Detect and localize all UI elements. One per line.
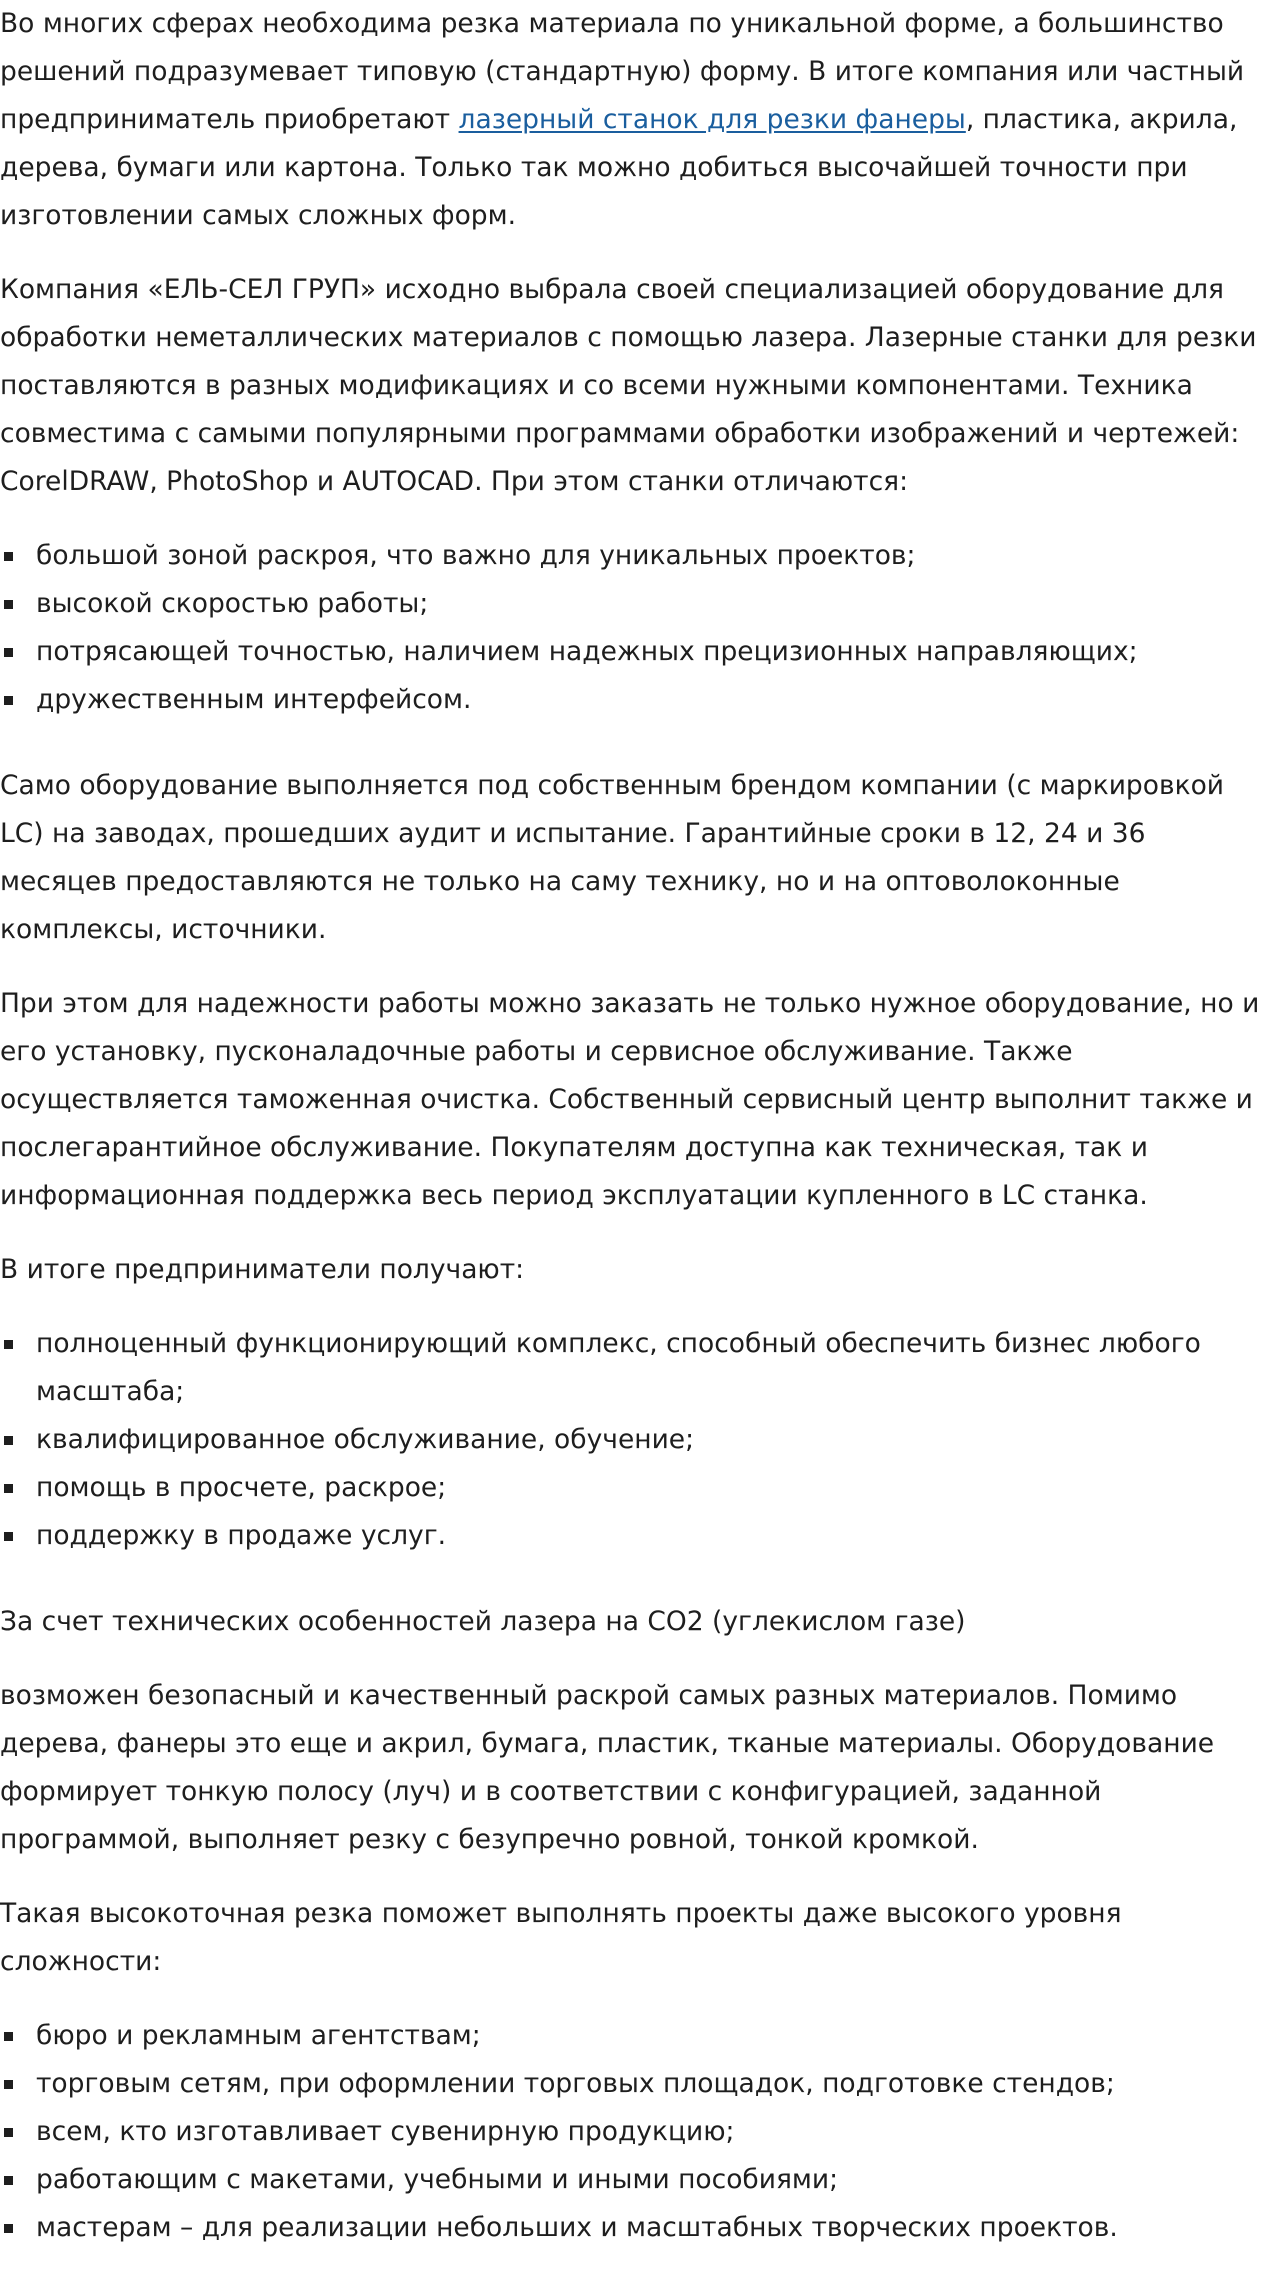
square-bullet-icon bbox=[4, 2224, 13, 2233]
list-item bbox=[0, 532, 1270, 580]
square-bullet-icon bbox=[4, 1340, 13, 1349]
list-item bbox=[0, 676, 1270, 724]
list-item bbox=[0, 2204, 1270, 2252]
square-bullet-icon bbox=[4, 1532, 13, 1541]
list-item bbox=[0, 1416, 1270, 1464]
list-item-text: торговым сетям, при оформлении торговых площадок, подготовке стендов; bbox=[36, 2068, 1115, 2099]
square-bullet-icon bbox=[4, 2176, 13, 2185]
list-item-text: дружественным интерфейсом. bbox=[36, 684, 472, 715]
list-item bbox=[0, 580, 1270, 628]
list-item bbox=[0, 1512, 1270, 1560]
square-bullet-icon bbox=[4, 696, 13, 705]
paragraph-materials: возможен безопасный и качественный раскрой самых разных материалов. Помимо дерева, фанеры это еще и акрил, бумага, пластик, тканые материалы. Оборудование формирует тонкую полосу (луч) и в соответствии с конфигурацией, заданной программой, выполняет резку с безупречно ровной, тонкой кромкой. bbox=[0, 1680, 1215, 1855]
list-item-text: квалифицированное обслуживание, обучение; bbox=[36, 1424, 695, 1455]
list-item-text: работающим с макетами, учебными и иными пособиями; bbox=[36, 2164, 839, 2195]
square-bullet-icon bbox=[4, 2032, 13, 2041]
list-item-text: полноценный функционирующий комплекс, способный обеспечить бизнес любого масштаба; bbox=[36, 1328, 1201, 1407]
list-item-text: помощь в просчете, раскрое; bbox=[36, 1472, 447, 1503]
paragraph-intro-text-end: , пластика, акрила, дерева, бумаги или картона. Только так можно добиться высочайшей точности при изготовлении самых сложных форм. bbox=[0, 104, 1238, 231]
paragraph-precision: Такая высокоточная резка поможет выполнять проекты даже высокого уровня сложности: bbox=[0, 1898, 1122, 1977]
list-item-text: поддержку в продаже услуг. bbox=[36, 1520, 447, 1551]
square-bullet-icon bbox=[4, 1484, 13, 1493]
square-bullet-icon bbox=[4, 648, 13, 657]
paragraph-result: В итоге предприниматели получают: bbox=[0, 1254, 525, 1285]
paragraph-intro bbox=[0, 0, 1270, 240]
list-item bbox=[0, 2060, 1270, 2108]
list-item-text: потрясающей точностью, наличием надежных прецизионных направляющих; bbox=[36, 636, 1138, 667]
square-bullet-icon bbox=[4, 600, 13, 609]
list-item bbox=[0, 2108, 1270, 2156]
laser-cutter-plywood-link[interactable]: лазерный станок для резки фанеры bbox=[458, 104, 966, 135]
paragraph-co2-laser: За счет технических особенностей лазера на CO2 (углекислом газе) bbox=[0, 1606, 966, 1637]
paragraph-company: Компания «ЕЛЬ-СЕЛ ГРУП» исходно выбрала своей специализацией оборудование для обработки неметаллических материалов с помощью лазера. Лазерные станки для резки поставляются в разных модификациях и со всеми нужными компонентами. Техника совместима с самыми популярными программами обработки изображений и чертежей: CorelDRAW, PhotoShop и AUTOCAD. При этом станки отличаются: bbox=[0, 274, 1257, 497]
paragraph-intro-text-start: Во многих сферах необходима резка материала по уникальной форме, а большинство решений подразумевает типовую (стандартную) форму. В итоге компания или частный предприниматель приобретают bbox=[0, 8, 1245, 135]
list-item-text: бюро и рекламным агентствам; bbox=[36, 2020, 481, 2051]
audience-list bbox=[0, 2012, 1270, 2252]
list-item bbox=[0, 1464, 1270, 1512]
list-item bbox=[0, 2156, 1270, 2204]
paragraph-brand: Само оборудование выполняется под собственным брендом компании (с маркировкой LC) на заводах, прошедших аудит и испытание. Гарантийные сроки в 12, 24 и 36 месяцев предоставляются не только на саму технику, но и на оптоволоконные комплексы, источники. bbox=[0, 770, 1225, 945]
list-item-text: всем, кто изготавливает сувенирную продукцию; bbox=[36, 2116, 735, 2147]
features-list bbox=[0, 532, 1270, 724]
paragraph-service: При этом для надежности работы можно заказать не только нужное оборудование, но и его установку, пусконаладочные работы и сервисное обслуживание. Также осуществляется таможенная очистка. Собственный сервисный центр выполнит также и послегарантийное обслуживание. Покупателям доступна как техническая, так и информационная поддержка весь период эксплуатации купленного в LC станка. bbox=[0, 988, 1260, 1211]
benefits-list bbox=[0, 1320, 1270, 1560]
square-bullet-icon bbox=[4, 1436, 13, 1445]
list-item-text: мастерам – для реализации небольших и масштабных творческих проектов. bbox=[36, 2212, 1118, 2243]
square-bullet-icon bbox=[4, 552, 13, 561]
list-item bbox=[0, 2012, 1270, 2060]
list-item-text: большой зоной раскроя, что важно для уникальных проектов; bbox=[36, 540, 916, 571]
square-bullet-icon bbox=[4, 2128, 13, 2137]
square-bullet-icon bbox=[4, 2080, 13, 2089]
list-item bbox=[0, 1320, 1270, 1416]
list-item-text: высокой скоростью работы; bbox=[36, 588, 429, 619]
list-item bbox=[0, 628, 1270, 676]
